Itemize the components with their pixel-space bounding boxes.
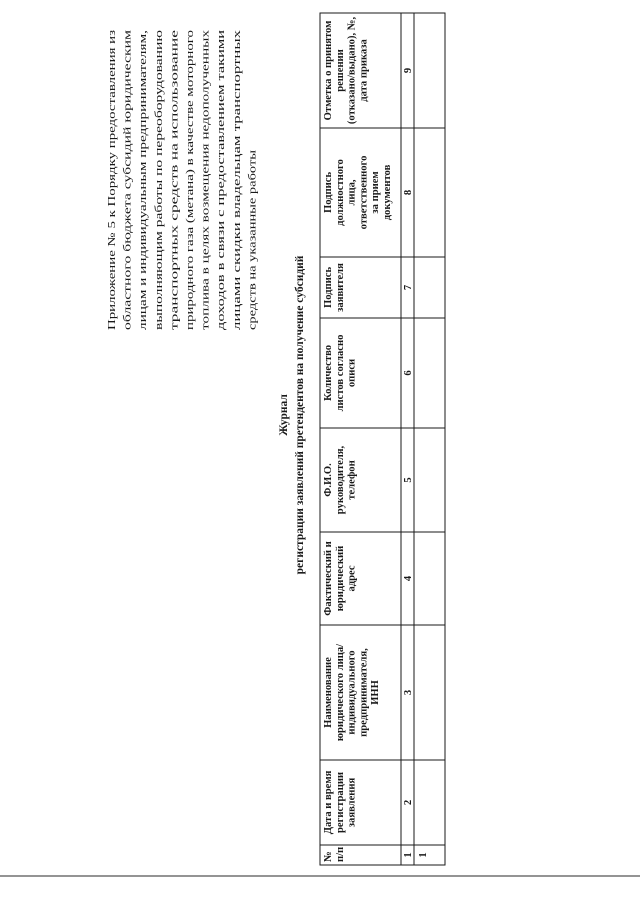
column-header-line: должностного xyxy=(334,159,346,226)
column-number: 3 xyxy=(403,689,414,696)
appendix-line: природного газа (метана) в качестве моторного xyxy=(185,117,196,330)
column-number: 4 xyxy=(403,575,414,582)
column-number: 7 xyxy=(403,284,414,291)
appendix-line: лицами скидки владельцам транспортных xyxy=(231,140,243,330)
column-header-line: Ф.И.О. xyxy=(323,463,334,497)
column-header-line: предпринимателя, xyxy=(358,648,370,737)
column-header-line: Фактический и xyxy=(323,541,334,616)
column-header-line: ответственного xyxy=(358,155,370,230)
column-header-line: заявления xyxy=(346,777,358,828)
column-header-line: Подпись xyxy=(323,266,334,309)
column-header-line: описи xyxy=(346,358,358,388)
column-header-line: заявителя xyxy=(334,263,346,312)
column-header-line: лица, xyxy=(346,179,358,206)
column-number: 5 xyxy=(403,477,414,483)
column-header-line: дата приказа xyxy=(358,39,370,102)
column-header-line: (отказано/выдано), №, xyxy=(346,16,358,125)
appendix-line: Приложение № 5 к Порядку предоставления из xyxy=(107,116,118,330)
column-header-line: Количество xyxy=(323,344,334,402)
appendix-line: топлива в целях возмещения недополученных xyxy=(200,121,212,330)
column-number: 9 xyxy=(403,67,414,74)
column-header-line: адрес xyxy=(346,565,358,592)
column-header-line: юридического лица/ xyxy=(334,643,346,742)
column-header-line: руководителя, xyxy=(334,445,346,515)
column-header-line: Подпись xyxy=(323,171,334,214)
column-header-line: документов xyxy=(382,164,393,221)
column-header-line: Наименование xyxy=(323,657,334,728)
column-number: 1 xyxy=(403,852,414,858)
column-header-line: решении xyxy=(334,49,346,92)
column-header-line: регистрации xyxy=(334,771,346,834)
column-header-line: за прием xyxy=(370,171,382,214)
column-number: 6 xyxy=(403,370,414,376)
column-header-line: листов согласно xyxy=(334,334,346,412)
column-header-line: Дата и время xyxy=(323,770,334,835)
appendix-line: доходов в связи с предоставлением такими xyxy=(216,135,228,330)
appendix-line: лицам и индивидуальным предпринимателям, xyxy=(138,121,150,330)
column-number: 2 xyxy=(403,799,414,806)
table-cell: 1 xyxy=(418,852,429,858)
column-header-line: № xyxy=(323,851,334,862)
appendix-line: транспортных средств на использование xyxy=(169,147,181,330)
journal-subtitle: регистрации заявлений претендентов на получение субсидий xyxy=(294,255,306,575)
column-header-line: телефон xyxy=(346,460,358,500)
column-header-line: ИНН xyxy=(370,680,382,705)
appendix-line: областного бюджета субсидий юридическим xyxy=(122,127,134,330)
column-header-line: юридический xyxy=(334,545,346,612)
appendix-line: средств на указанные работы xyxy=(247,198,259,330)
column-header-line: п/п xyxy=(334,846,346,862)
column-number: 8 xyxy=(403,189,414,196)
appendix-line: выполняющим работы по переоборудованию xyxy=(153,125,165,330)
column-header-line: Отметка о принятом xyxy=(323,20,334,121)
column-header-line: индивидуального xyxy=(346,650,358,735)
journal-title: Журнал xyxy=(278,394,290,436)
